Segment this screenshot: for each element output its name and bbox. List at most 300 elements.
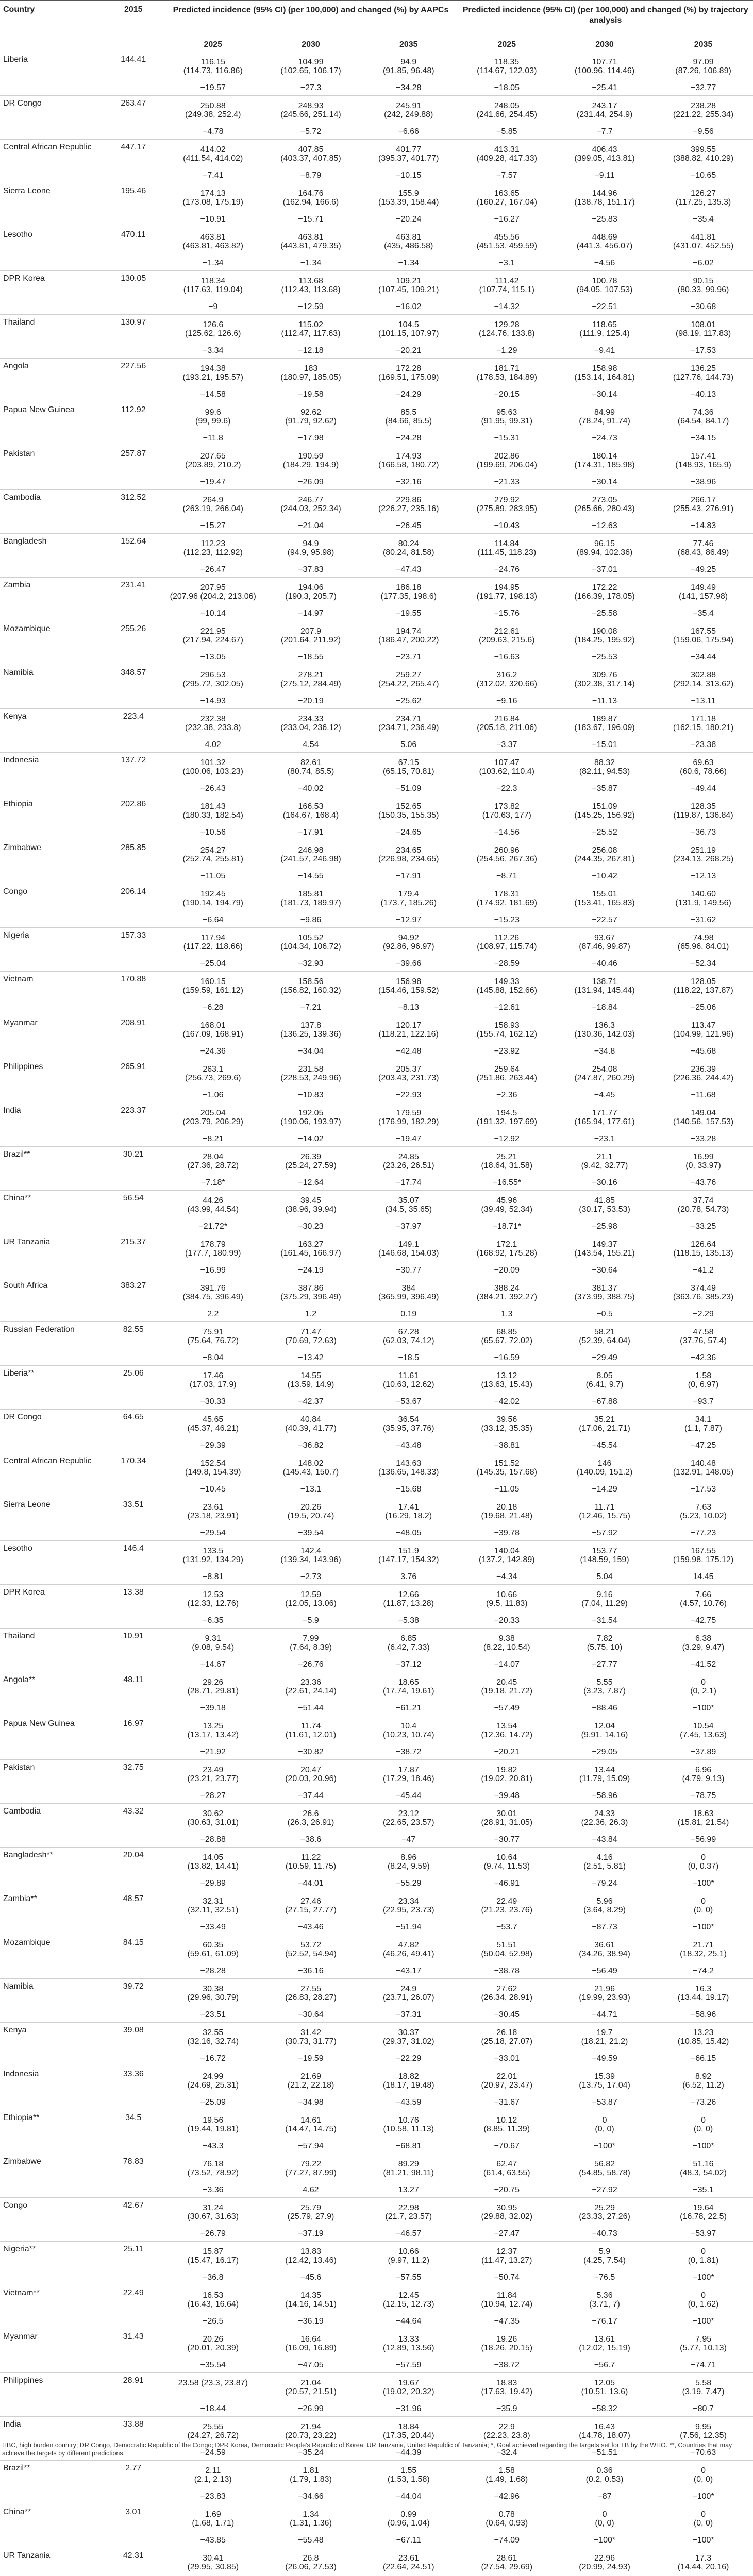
percent-change-cell: −25.83 xyxy=(556,212,654,227)
confidence-interval-cell: (13.75, 17.04) xyxy=(556,2081,654,2095)
predicted-value-cell: 95.63 xyxy=(458,402,556,417)
predicted-value-cell: 8.96 xyxy=(360,1848,458,1862)
confidence-interval-cell: (0, 0) xyxy=(654,2519,753,2533)
header-aapc-2030: 2030 xyxy=(262,35,360,52)
confidence-interval-cell: (178.53, 184.89) xyxy=(458,373,556,387)
confidence-interval-cell: (7.45, 13.63) xyxy=(654,1731,753,1745)
percent-change-cell: −18.84 xyxy=(556,1001,654,1015)
header-traj-2025: 2025 xyxy=(458,35,556,52)
confidence-interval-cell: (0, 0) xyxy=(654,2125,753,2139)
percent-change-cell: −58.96 xyxy=(556,1789,654,1804)
confidence-interval-cell: (30.17, 53.53) xyxy=(556,1205,654,1219)
confidence-interval-cell: (17.74, 19.61) xyxy=(360,1687,458,1701)
confidence-interval-cell: (242, 249.88) xyxy=(360,110,458,125)
predicted-value-cell: 163.27 xyxy=(262,1234,360,1249)
percent-change-cell: −74.71 xyxy=(654,2358,753,2373)
percent-change-cell: −24.65 xyxy=(360,825,458,840)
confidence-interval-cell: (1.79, 1.83) xyxy=(262,2475,360,2489)
confidence-interval-cell: (136.65, 148.33) xyxy=(360,1468,458,1482)
percent-change-cell: −47.43 xyxy=(360,563,458,578)
percent-change-cell: −34.66 xyxy=(262,2489,360,2504)
percent-change-cell: −14.55 xyxy=(262,869,360,884)
predicted-value-cell: 17.3 xyxy=(654,2548,753,2563)
confidence-interval-cell: (111.9, 125.4) xyxy=(556,329,654,344)
incidence-2015-cell: 202.86 xyxy=(103,796,164,840)
confidence-interval-cell: (14.16, 14.51) xyxy=(262,2300,360,2314)
incidence-2015-cell: 137.72 xyxy=(103,753,164,796)
confidence-interval-cell: (12.42, 13.46) xyxy=(262,2256,360,2270)
confidence-interval-cell: (16.78, 22.5) xyxy=(654,2212,753,2227)
predicted-value-cell: 12.66 xyxy=(360,1585,458,1600)
confidence-interval-cell: (395.37, 401.77) xyxy=(360,154,458,168)
percent-change-cell: −11.05 xyxy=(164,869,262,884)
percent-change-cell: −25.04 xyxy=(164,957,262,972)
percent-change-cell: −41.2 xyxy=(654,1263,753,1278)
confidence-interval-cell: (30.67, 31.63) xyxy=(164,2212,262,2227)
confidence-interval-cell: (14.44, 20.16) xyxy=(654,2563,753,2576)
percent-change-cell: −34.44 xyxy=(654,650,753,665)
confidence-interval-cell: (114.73, 116.86) xyxy=(164,66,262,81)
percent-change-cell: −11.8 xyxy=(164,431,262,446)
confidence-interval-cell: (245.66, 251.14) xyxy=(262,110,360,125)
confidence-interval-cell: (0.64, 0.93) xyxy=(458,2519,556,2533)
country-cell: Thailand xyxy=(0,315,103,359)
confidence-interval-cell: (191.77, 198.13) xyxy=(458,592,556,606)
incidence-2015-cell: 285.85 xyxy=(103,840,164,884)
confidence-interval-cell: (207.96 (204.2, 213.06) xyxy=(164,592,262,606)
percent-change-cell: −30.14 xyxy=(556,475,654,490)
percent-change-cell: −24.73 xyxy=(556,431,654,446)
predicted-value-cell: 158.98 xyxy=(556,359,654,374)
confidence-interval-cell: (6.52, 11.2) xyxy=(654,2081,753,2095)
table-row xyxy=(0,1848,753,1862)
percent-change-cell: −7.7 xyxy=(556,125,654,140)
predicted-value-cell: 26.39 xyxy=(262,1147,360,1162)
confidence-interval-cell: (166.39, 178.05) xyxy=(556,592,654,606)
predicted-value-cell: 20.47 xyxy=(262,1760,360,1775)
predicted-value-cell: 232.38 xyxy=(164,709,262,724)
country-cell: Mozambique xyxy=(0,621,103,665)
confidence-interval-cell: (68.43, 86.49) xyxy=(654,548,753,563)
country-cell: Namibia xyxy=(0,1979,103,2023)
percent-change-cell: −26.79 xyxy=(164,2227,262,2242)
predicted-value-cell: 13.44 xyxy=(556,1760,654,1775)
country-cell: Central African Republic xyxy=(0,140,103,183)
predicted-value-cell: 35.07 xyxy=(360,1191,458,1206)
predicted-value-cell: 406.43 xyxy=(556,140,654,155)
confidence-interval-cell: (153.41, 165.83) xyxy=(556,899,654,913)
predicted-value-cell: 256.08 xyxy=(556,840,654,855)
predicted-value-cell: 30.95 xyxy=(458,2198,556,2213)
percent-change-cell: −22.51 xyxy=(556,300,654,315)
confidence-interval-cell: (124.76, 133.8) xyxy=(458,329,556,344)
confidence-interval-cell: (111.45, 118.23) xyxy=(458,548,556,563)
confidence-interval-cell: (14.78, 18.07) xyxy=(556,2431,654,2446)
confidence-interval-cell: (19.18, 21.72) xyxy=(458,1687,556,1701)
confidence-interval-cell: (19.44, 19.81) xyxy=(164,2125,262,2139)
percent-change-cell: −10.45 xyxy=(164,1482,262,1497)
percent-change-cell: −57.49 xyxy=(458,1701,556,1716)
confidence-interval-cell: (12.33, 12.76) xyxy=(164,1599,262,1614)
confidence-interval-cell: (10.23, 10.74) xyxy=(360,1731,458,1745)
predicted-value-cell: 90.15 xyxy=(654,271,753,286)
percent-change-cell: −30.82 xyxy=(262,1745,360,1760)
confidence-interval-cell: (226.36, 244.42) xyxy=(654,1074,753,1088)
percent-change-cell: −22.3 xyxy=(458,782,556,796)
confidence-interval-cell: (10.63, 12.62) xyxy=(360,1380,458,1395)
percent-change-cell: −93.7 xyxy=(654,1395,753,1410)
predicted-value-cell: 136.3 xyxy=(556,1015,654,1030)
predicted-value-cell: 11.61 xyxy=(360,1366,458,1381)
predicted-value-cell: 212.61 xyxy=(458,621,556,636)
predicted-value-cell: 53.72 xyxy=(262,1935,360,1950)
percent-change-cell: −23.83 xyxy=(164,2489,262,2504)
confidence-interval-cell: (234.13, 268.25) xyxy=(654,855,753,869)
percent-change-cell: −24.29 xyxy=(360,387,458,402)
confidence-interval-cell: (98.19, 117.83) xyxy=(654,329,753,344)
predicted-value-cell: 107.71 xyxy=(556,52,654,67)
percent-change-cell: −10.91 xyxy=(164,212,262,227)
percent-change-cell: −100* xyxy=(654,2270,753,2285)
confidence-interval-cell: (249.38, 252.4) xyxy=(164,110,262,125)
percent-change-cell: −30.77 xyxy=(360,1263,458,1278)
percent-change-cell: −34.15 xyxy=(654,431,753,446)
percent-change-cell: −52.34 xyxy=(654,957,753,972)
confidence-interval-cell: (411.54, 414.02) xyxy=(164,154,262,168)
incidence-2015-cell: 16.97 xyxy=(103,1716,164,1760)
percent-change-cell: −18.5 xyxy=(360,1351,458,1366)
percent-change-cell: −12.18 xyxy=(262,344,360,359)
percent-change-cell: −35.87 xyxy=(556,782,654,796)
predicted-value-cell: 25.79 xyxy=(262,2198,360,2213)
confidence-interval-cell: (54.85, 58.78) xyxy=(556,2168,654,2183)
confidence-interval-cell: (89.94, 102.36) xyxy=(556,548,654,563)
predicted-value-cell: 179.59 xyxy=(360,1103,458,1118)
confidence-interval-cell: (94.05, 107.53) xyxy=(556,285,654,300)
confidence-interval-cell: (226.27, 235.16) xyxy=(360,504,458,519)
incidence-2015-cell: 3.01 xyxy=(103,2504,164,2548)
confidence-interval-cell: (241.66, 254.45) xyxy=(458,110,556,125)
predicted-value-cell: 22.9 xyxy=(458,2417,556,2432)
percent-change-cell: −100* xyxy=(556,2533,654,2548)
predicted-value-cell: 89.29 xyxy=(360,2154,458,2169)
confidence-interval-cell: (145.35, 157.68) xyxy=(458,1468,556,1482)
confidence-interval-cell: (34.5, 35.65) xyxy=(360,1205,458,1219)
confidence-interval-cell: (91.85, 96.48) xyxy=(360,66,458,81)
confidence-interval-cell: (101.15, 107.97) xyxy=(360,329,458,344)
percent-change-cell: −7.18* xyxy=(164,1176,262,1191)
percent-change-cell: −44.39 xyxy=(360,2446,458,2461)
percent-change-cell: −14.83 xyxy=(654,519,753,534)
predicted-value-cell: 6.85 xyxy=(360,1629,458,1643)
percent-change-cell: −10.14 xyxy=(164,606,262,621)
country-cell: Zambia** xyxy=(0,1891,103,1935)
predicted-value-cell: 11.84 xyxy=(458,2285,556,2300)
predicted-value-cell: 41.85 xyxy=(556,1191,654,1206)
percent-change-cell: −100* xyxy=(556,2139,654,2154)
predicted-value-cell: 0 xyxy=(556,2504,654,2519)
confidence-interval-cell: (78.24, 91.74) xyxy=(556,417,654,431)
percent-change-cell: −47.05 xyxy=(262,2358,360,2373)
predicted-value-cell: 455.56 xyxy=(458,227,556,242)
percent-change-cell: −100* xyxy=(654,2489,753,2504)
confidence-interval-cell: (13.82, 14.41) xyxy=(164,1862,262,1876)
predicted-value-cell: 92.62 xyxy=(262,402,360,417)
confidence-interval-cell: (169.51, 175.09) xyxy=(360,373,458,387)
percent-change-cell: −10.43 xyxy=(458,519,556,534)
confidence-interval-cell: (8.22, 10.54) xyxy=(458,1643,556,1657)
predicted-value-cell: 94.92 xyxy=(360,928,458,943)
percent-change-cell: −30.23 xyxy=(262,1219,360,1234)
percent-change-cell: −37.89 xyxy=(654,1745,753,1760)
predicted-value-cell: 11.22 xyxy=(262,1848,360,1862)
predicted-value-cell: 0 xyxy=(654,1672,753,1687)
percent-change-cell: −76.5 xyxy=(556,2270,654,2285)
predicted-value-cell: 12.45 xyxy=(360,2285,458,2300)
percent-change-cell: −44.64 xyxy=(360,2314,458,2329)
confidence-interval-cell: (24.27, 26.72) xyxy=(164,2431,262,2446)
percent-change-cell: −100* xyxy=(654,2533,753,2548)
table-row xyxy=(0,1541,753,1556)
header-row-groups xyxy=(0,1,753,35)
incidence-2015-cell: 82.55 xyxy=(103,1322,164,1366)
predicted-value-cell: 25.55 xyxy=(164,2417,262,2432)
confidence-interval-cell: (0, 6.97) xyxy=(654,1380,753,1395)
incidence-2015-cell: 39.72 xyxy=(103,1979,164,2023)
predicted-value-cell: 94.9 xyxy=(262,534,360,549)
predicted-value-cell: 39.45 xyxy=(262,1191,360,1206)
predicted-value-cell: 51.51 xyxy=(458,1935,556,1950)
percent-change-cell: −25.62 xyxy=(360,694,458,709)
predicted-value-cell: 126.6 xyxy=(164,315,262,330)
predicted-value-cell: 6.96 xyxy=(654,1760,753,1775)
country-cell: DR Congo xyxy=(0,1410,103,1453)
predicted-value-cell: 153.77 xyxy=(556,1541,654,1556)
percent-change-cell: −14.07 xyxy=(458,1657,556,1672)
confidence-interval-cell: (23.71, 26.07) xyxy=(360,1993,458,2008)
incidence-2015-cell: 215.37 xyxy=(103,1234,164,1278)
predicted-value-cell: 101.32 xyxy=(164,753,262,768)
percent-change-cell: −20.09 xyxy=(458,1263,556,1278)
predicted-value-cell: 0 xyxy=(654,1891,753,1906)
confidence-interval-cell: (190.14, 194.79) xyxy=(164,899,262,913)
header-group-aapc: Predicted incidence (95% CI) (per 100,000) and changed (%) by AAPCs xyxy=(164,1,458,35)
percent-change-cell: −37.83 xyxy=(262,563,360,578)
confidence-interval-cell: (3.23, 7.87) xyxy=(556,1687,654,1701)
predicted-value-cell: 19.64 xyxy=(654,2198,753,2213)
table-row xyxy=(0,52,753,67)
confidence-interval-cell: (119.87, 136.84) xyxy=(654,811,753,825)
predicted-value-cell: 248.93 xyxy=(262,96,360,111)
confidence-interval-cell: (84.66, 85.5) xyxy=(360,417,458,431)
predicted-value-cell: 149.04 xyxy=(654,1103,753,1118)
percent-change-cell: −23.92 xyxy=(458,1044,556,1059)
table-row xyxy=(0,1629,753,1643)
country-cell: Liberia** xyxy=(0,1366,103,1410)
percent-change-cell: −74.2 xyxy=(654,1964,753,1979)
percent-change-cell: −30.64 xyxy=(262,2008,360,2023)
incidence-2015-cell: 144.41 xyxy=(103,52,164,96)
predicted-value-cell: 84.99 xyxy=(556,402,654,417)
confidence-interval-cell: (9.74, 11.53) xyxy=(458,1862,556,1876)
confidence-interval-cell: (30.73, 31.77) xyxy=(262,2037,360,2052)
predicted-value-cell: 16.53 xyxy=(164,2285,262,2300)
confidence-interval-cell: (15.81, 21.54) xyxy=(654,1818,753,1833)
confidence-interval-cell: (132.91, 148.05) xyxy=(654,1468,753,1482)
confidence-interval-cell: (125.62, 126.6) xyxy=(164,329,262,344)
percent-change-cell: −14.29 xyxy=(556,1482,654,1497)
percent-change-cell: −35.54 xyxy=(164,2358,262,2373)
percent-change-cell: −4.34 xyxy=(458,1570,556,1585)
percent-change-cell: −56.49 xyxy=(556,1964,654,1979)
table-row xyxy=(0,2504,753,2519)
percent-change-cell: −17.98 xyxy=(262,431,360,446)
confidence-interval-cell: (2.1, 2.13) xyxy=(164,2475,262,2489)
confidence-interval-cell: (153.39, 158.44) xyxy=(360,198,458,212)
predicted-value-cell: 221.95 xyxy=(164,621,262,636)
predicted-value-cell: 14.55 xyxy=(262,1366,360,1381)
confidence-interval-cell: (159.06, 175.94) xyxy=(654,636,753,650)
predicted-value-cell: 19.7 xyxy=(556,2023,654,2038)
predicted-value-cell: 166.53 xyxy=(262,796,360,811)
confidence-interval-cell: (14.47, 14.75) xyxy=(262,2125,360,2139)
percent-change-cell: −30.68 xyxy=(654,300,753,315)
predicted-value-cell: 259.64 xyxy=(458,1059,556,1074)
predicted-value-cell: 194.38 xyxy=(164,359,262,374)
predicted-value-cell: 160.15 xyxy=(164,972,262,987)
confidence-interval-cell: (183.67, 196.09) xyxy=(556,723,654,738)
percent-change-cell: −43.84 xyxy=(556,1833,654,1848)
percent-change-cell: −10.42 xyxy=(556,869,654,884)
predicted-value-cell: 7.95 xyxy=(654,2329,753,2344)
confidence-interval-cell: (20.73, 23.22) xyxy=(262,2431,360,2446)
confidence-interval-cell: (375.29, 396.49) xyxy=(262,1293,360,1307)
predicted-value-cell: 250.88 xyxy=(164,96,262,111)
percent-change-cell: −16.59 xyxy=(458,1351,556,1366)
percent-change-cell: 4.62 xyxy=(262,2183,360,2198)
predicted-value-cell: 207.9 xyxy=(262,621,360,636)
percent-change-cell: −36.73 xyxy=(654,825,753,840)
table-row xyxy=(0,490,753,505)
predicted-value-cell: 194.06 xyxy=(262,578,360,592)
percent-change-cell: −2.73 xyxy=(262,1570,360,1585)
predicted-value-cell: 99.6 xyxy=(164,402,262,417)
percent-change-cell: −26.76 xyxy=(262,1657,360,1672)
percent-change-cell: −12.92 xyxy=(458,1132,556,1147)
predicted-value-cell: 9.16 xyxy=(556,1585,654,1600)
predicted-value-cell: 194.74 xyxy=(360,621,458,636)
percent-change-cell: −6.02 xyxy=(654,256,753,271)
percent-change-cell: −36.8 xyxy=(164,2270,262,2285)
predicted-value-cell: 278.21 xyxy=(262,665,360,680)
predicted-value-cell: 151.9 xyxy=(360,1541,458,1556)
predicted-value-cell: 309.76 xyxy=(556,665,654,680)
predicted-value-cell: 156.98 xyxy=(360,972,458,987)
incidence-2015-cell: 257.87 xyxy=(103,446,164,490)
percent-change-cell: −35.9 xyxy=(458,2402,556,2417)
table-row xyxy=(0,1059,753,1074)
country-cell: Namibia xyxy=(0,665,103,709)
predicted-value-cell: 18.84 xyxy=(360,2417,458,2432)
predicted-value-cell: 74.36 xyxy=(654,402,753,417)
table-row xyxy=(0,2242,753,2257)
country-cell: Liberia xyxy=(0,52,103,96)
incidence-2015-cell: 146.4 xyxy=(103,1541,164,1585)
percent-change-cell: −42.96 xyxy=(458,2489,556,2504)
percent-change-cell: −66.15 xyxy=(654,2052,753,2066)
percent-change-cell: −74.09 xyxy=(458,2533,556,2548)
percent-change-cell: −80.7 xyxy=(654,2402,753,2417)
confidence-interval-cell: (40.39, 41.77) xyxy=(262,1424,360,1438)
confidence-interval-cell: (0, 1.81) xyxy=(654,2256,753,2270)
percent-change-cell: −32.4 xyxy=(458,2446,556,2461)
percent-change-cell: −45.6 xyxy=(262,2270,360,2285)
predicted-value-cell: 234.65 xyxy=(360,840,458,855)
incidence-2015-cell: 312.52 xyxy=(103,490,164,534)
percent-change-cell: −23.71 xyxy=(360,650,458,665)
confidence-interval-cell: (10.58, 11.13) xyxy=(360,2125,458,2139)
percent-change-cell: −31.54 xyxy=(556,1614,654,1629)
incidence-2015-cell: 33.51 xyxy=(103,1497,164,1541)
confidence-interval-cell: (118.21, 122.16) xyxy=(360,1030,458,1044)
percent-change-cell: −10.83 xyxy=(262,1088,360,1103)
confidence-interval-cell: (19.02, 20.32) xyxy=(360,2387,458,2402)
confidence-interval-cell: (205.18, 211.06) xyxy=(458,723,556,738)
header-2015: 2015 xyxy=(103,1,164,52)
percent-change-cell: 0.19 xyxy=(360,1307,458,1322)
percent-change-cell: −7.21 xyxy=(262,1001,360,1015)
confidence-interval-cell: (20.57, 21.51) xyxy=(262,2387,360,2402)
predicted-value-cell: 5.96 xyxy=(556,1891,654,1906)
confidence-interval-cell: (35.95, 37.76) xyxy=(360,1424,458,1438)
table-row xyxy=(0,1015,753,1030)
percent-change-cell: −24.59 xyxy=(164,2446,262,2461)
country-cell: UR Tanzania xyxy=(0,1234,103,1278)
percent-change-cell: −61.21 xyxy=(360,1701,458,1716)
predicted-value-cell: 21.04 xyxy=(262,2373,360,2388)
confidence-interval-cell: (39.49, 52.34) xyxy=(458,1205,556,1219)
incidence-2015-cell: 157.33 xyxy=(103,928,164,972)
country-cell: Angola** xyxy=(0,1672,103,1716)
predicted-value-cell: 12.59 xyxy=(262,1585,360,1600)
predicted-value-cell: 7.66 xyxy=(654,1585,753,1600)
confidence-interval-cell: (45.37, 46.21) xyxy=(164,1424,262,1438)
predicted-value-cell: 109.21 xyxy=(360,271,458,286)
percent-change-cell: −34.98 xyxy=(262,2095,360,2110)
predicted-value-cell: 0.99 xyxy=(360,2504,458,2519)
predicted-value-cell: 273.05 xyxy=(556,490,654,505)
predicted-value-cell: 5.9 xyxy=(556,2242,654,2257)
predicted-value-cell: 0 xyxy=(654,1848,753,1862)
percent-change-cell: −88.46 xyxy=(556,1701,654,1716)
predicted-value-cell: 104.99 xyxy=(262,52,360,67)
percent-change-cell: −29.89 xyxy=(164,1876,262,1891)
predicted-value-cell: 9.38 xyxy=(458,1629,556,1643)
predicted-value-cell: 24.85 xyxy=(360,1147,458,1162)
confidence-interval-cell: (231.44, 254.9) xyxy=(556,110,654,125)
table-row xyxy=(0,665,753,680)
confidence-interval-cell: (247.87, 260.29) xyxy=(556,1074,654,1088)
predicted-value-cell: 149.49 xyxy=(654,578,753,592)
percent-change-cell: −30.77 xyxy=(458,1833,556,1848)
table-row xyxy=(0,2329,753,2344)
table-row xyxy=(0,2154,753,2169)
confidence-interval-cell: (19.99, 23.93) xyxy=(556,1993,654,2008)
confidence-interval-cell: (363.76, 385.23) xyxy=(654,1293,753,1307)
predicted-value-cell: 88.32 xyxy=(556,753,654,768)
confidence-interval-cell: (3.29, 9.47) xyxy=(654,1643,753,1657)
confidence-interval-cell: (26.3, 26.91) xyxy=(262,1818,360,1833)
